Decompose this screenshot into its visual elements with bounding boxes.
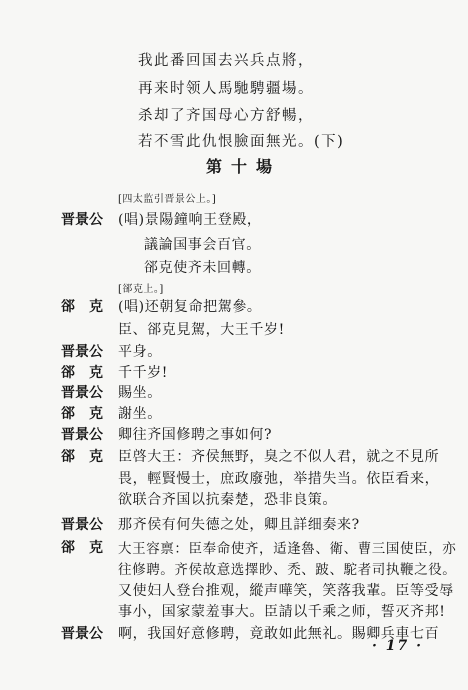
dialogue-line: 議論国事会百官。 — [144, 237, 261, 253]
dialogue-line: 往修聘。齐侯故意选擇眇、禿、跛、駝者司执鞭之役。 — [118, 562, 457, 578]
speaker-name: 晋景公 — [61, 427, 103, 443]
dialogue-line: 千千岁! — [118, 365, 169, 381]
dialogue-line: 事小，国家蒙羞事大。臣請以千乘之师，誓灭齐邦! — [118, 604, 446, 620]
speaker-name: 郤 克 — [61, 540, 103, 556]
dialogue-line: 又使妇人登台推观，縱声嘩笑，笑落我輩。臣等受辱 — [118, 583, 454, 599]
stage-direction: [郤克上。] — [118, 284, 164, 295]
dialogue-line: 欲联合齐国以抗秦楚，恐非良策。 — [118, 492, 337, 508]
dialogue-line: (唱)景陽鐘响王登殿， — [118, 212, 262, 228]
dialogue-line: 謝坐。 — [118, 406, 162, 422]
page-number: · 17 · — [372, 638, 423, 654]
dialogue-line: 平身。 — [118, 344, 162, 360]
dialogue-line: (唱)还朝复命把駕參。 — [118, 299, 262, 315]
speaker-name: 郤 克 — [61, 449, 103, 465]
dialogue-line: 臣啓大王：齐侯無野，臭之不似人君，就之不見所 — [118, 449, 440, 465]
dialogue-line: 那齐侯有何失德之处，卿且詳细奏来? — [118, 517, 360, 533]
verse-line: 若不雪此仇恨臉面無光。(下) — [138, 134, 345, 150]
verse-line: 杀却了齐国母心方舒暢， — [138, 108, 314, 124]
speaker-name: 郤 克 — [61, 299, 103, 315]
dialogue-line: 啊，我国好意修聘，竟敢如此無礼。賜卿兵車七百 — [118, 626, 440, 642]
verse-line: 我此番回国去兴兵点將， — [138, 53, 314, 69]
speaker-name: 郤 克 — [61, 406, 103, 422]
speaker-name: 晋景公 — [61, 517, 103, 533]
dialogue-line: 臣、郤克見駕，大王千岁! — [118, 322, 285, 338]
dialogue-line: 郤克使齐未回轉。 — [144, 260, 261, 276]
verse-line: 再来时领人馬馳騁疆場。 — [138, 81, 314, 97]
dialogue-line: 大王容禀：臣奉命使齐，适逢魯、衛、曹三国使臣，亦 — [118, 541, 457, 557]
speaker-name: 郤 克 — [61, 365, 103, 381]
dialogue-line: 卿往齐国修聘之事如何? — [118, 427, 273, 443]
dialogue-line: 畏，輕賢慢士，庶政廢弛，举措失当。依臣看来， — [118, 471, 440, 487]
dialogue-line: 賜坐。 — [118, 385, 162, 401]
speaker-name: 晋景公 — [61, 212, 103, 228]
scene-title: 第十場 — [206, 157, 282, 176]
speaker-name: 晋景公 — [61, 626, 103, 642]
stage-direction: [四太监引晋景公上。] — [118, 194, 217, 205]
speaker-name: 晋景公 — [61, 344, 103, 360]
speaker-name: 晋景公 — [61, 385, 103, 401]
